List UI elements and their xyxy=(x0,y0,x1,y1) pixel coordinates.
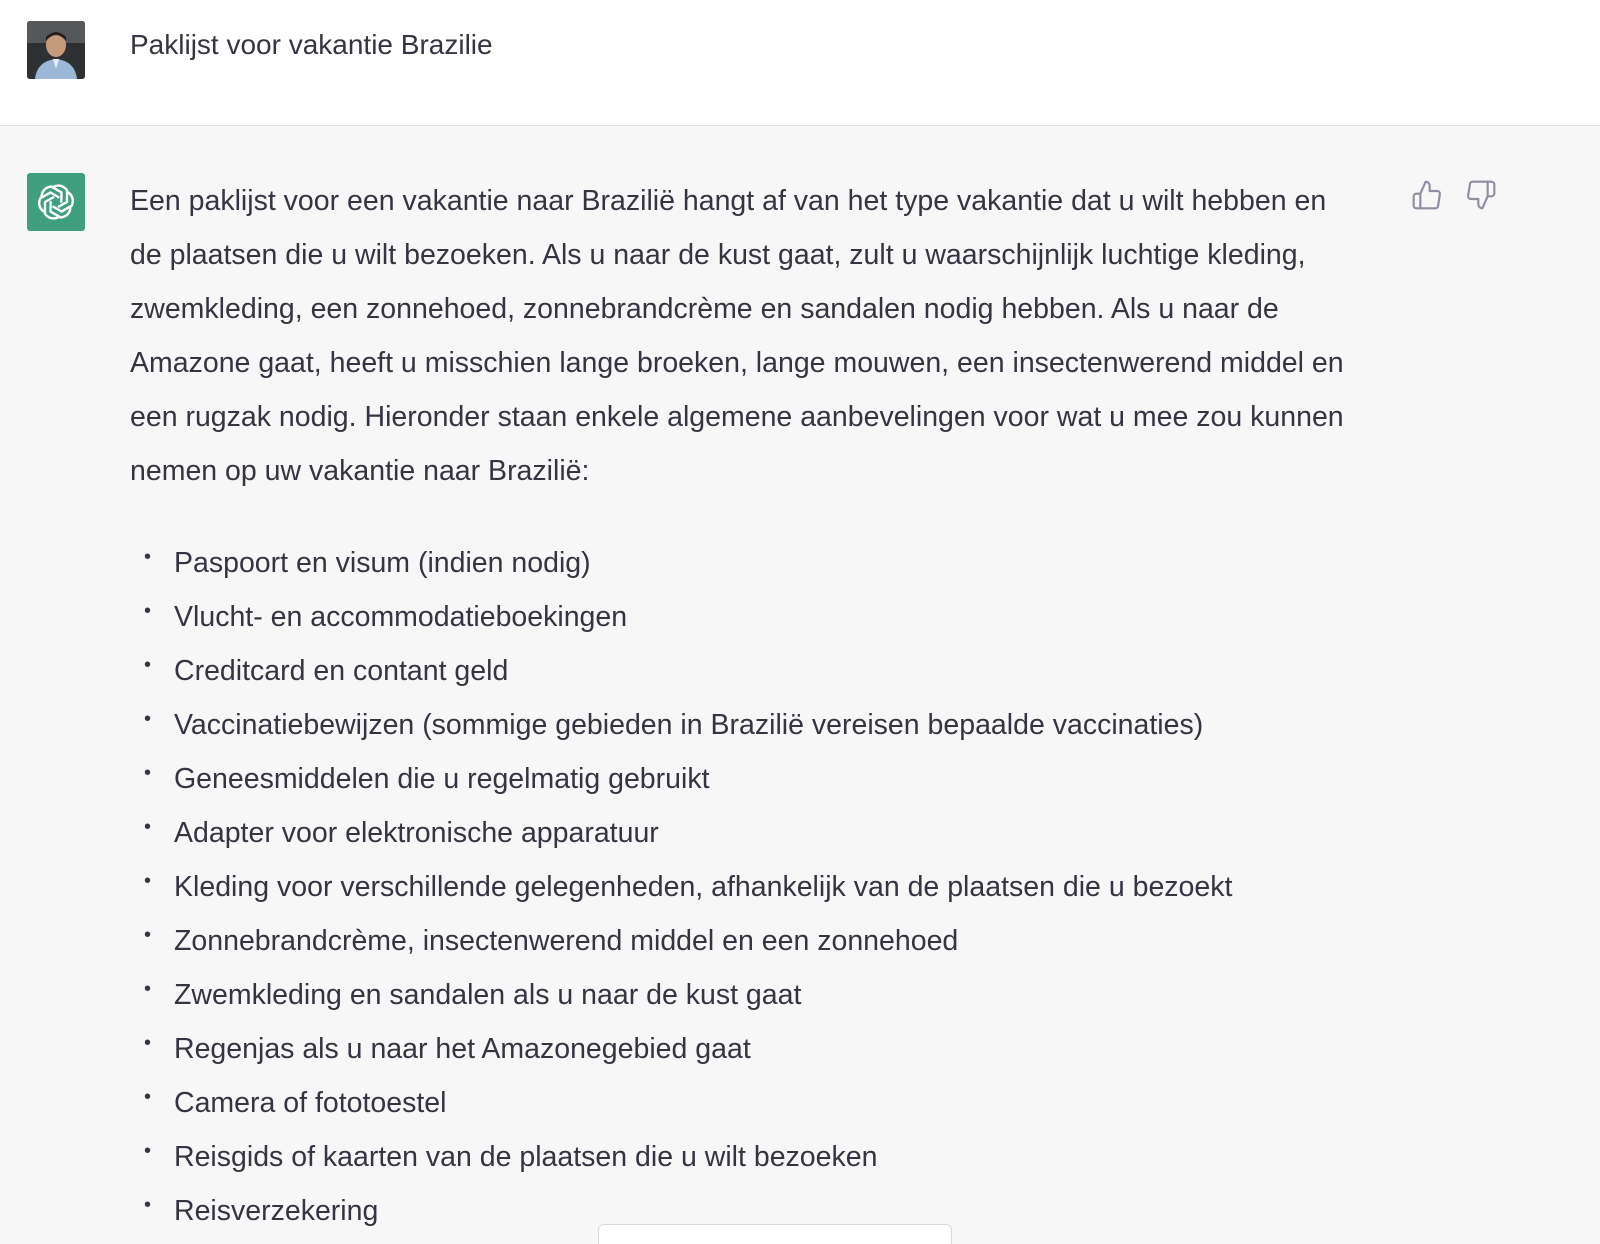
bullet-icon: • xyxy=(144,1194,152,1216)
bullet-icon: • xyxy=(144,762,152,784)
bullet-icon: • xyxy=(144,546,152,568)
list-item: • Kleding voor verschillende gelegenheden, afhankelijk van de plaatsen die u bezoekt xyxy=(130,860,1360,914)
user-avatar xyxy=(27,21,85,79)
bullet-icon: • xyxy=(144,924,152,946)
bullet-icon: • xyxy=(144,1086,152,1108)
thumbs-up-icon xyxy=(1411,179,1443,211)
feedback-actions xyxy=(1410,178,1498,212)
openai-logo-icon xyxy=(27,173,85,231)
assistant-message xyxy=(130,174,1360,1238)
assistant-avatar xyxy=(27,173,85,231)
user-message-text: Paklijst voor vakantie Brazilie xyxy=(130,29,493,60)
list-item: • Vaccinatiebewijzen (sommige gebieden in Brazilië vereisen bepaalde vaccinaties) xyxy=(130,698,1360,752)
list-item: • Paspoort en visum (indien nodig) xyxy=(130,536,1360,590)
list-item: • Reisgids of kaarten van de plaatsen die u wilt bezoeken xyxy=(130,1130,1360,1184)
list-item: • Zwemkleding en sandalen als u naar de kust gaat xyxy=(130,968,1360,1022)
thumbs-down-button[interactable] xyxy=(1464,178,1498,212)
list-item: • Vlucht- en accommodatieboekingen xyxy=(130,590,1360,644)
list-item: • Camera of fototoestel xyxy=(130,1076,1360,1130)
bullet-icon: • xyxy=(144,870,152,892)
bullet-icon: • xyxy=(144,1140,152,1162)
list-item: • Regenjas als u naar het Amazonegebied gaat xyxy=(130,1022,1360,1076)
bullet-icon: • xyxy=(144,708,152,730)
regenerate-button-partial[interactable] xyxy=(598,1224,952,1244)
thumbs-up-button[interactable] xyxy=(1410,178,1444,212)
bullet-icon: • xyxy=(144,600,152,622)
list-item: • Creditcard en contant geld xyxy=(130,644,1360,698)
bullet-icon: • xyxy=(144,978,152,1000)
thumbs-down-icon xyxy=(1465,179,1497,211)
list-item: • Reisverzekering xyxy=(130,1184,1360,1238)
bullet-icon: • xyxy=(144,1032,152,1054)
list-item: • Geneesmiddelen die u regelmatig gebruikt xyxy=(130,752,1360,806)
bullet-icon: • xyxy=(144,816,152,838)
list-item: • Zonnebrandcrème, insectenwerend middel en een zonnehoed xyxy=(130,914,1360,968)
bullet-icon: • xyxy=(144,654,152,676)
list-item: • Adapter voor elektronische apparatuur xyxy=(130,806,1360,860)
packing-list xyxy=(130,536,1360,1238)
assistant-intro-text: Een paklijst voor een vakantie naar Brazilië hangt af van het type vakantie dat u wilt hebben en de plaatsen die u wilt bezoeken. Als u naar de kust gaat, zult u waarschijnlijk luchtige kleding, zwemkleding, een zonnehoed, zonnebrandcrème en sandalen nodig hebben. Als u naar de Amazone gaat, heeft u misschien lange broeken, lange mouwen, een insectenwerend middel en een rugzak nodig. Hieronder staan enkele algemene aanbevelingen voor wat u mee zou kunnen nemen op uw vakantie naar Brazilië: xyxy=(130,185,1344,487)
user-message-row xyxy=(0,0,1600,126)
